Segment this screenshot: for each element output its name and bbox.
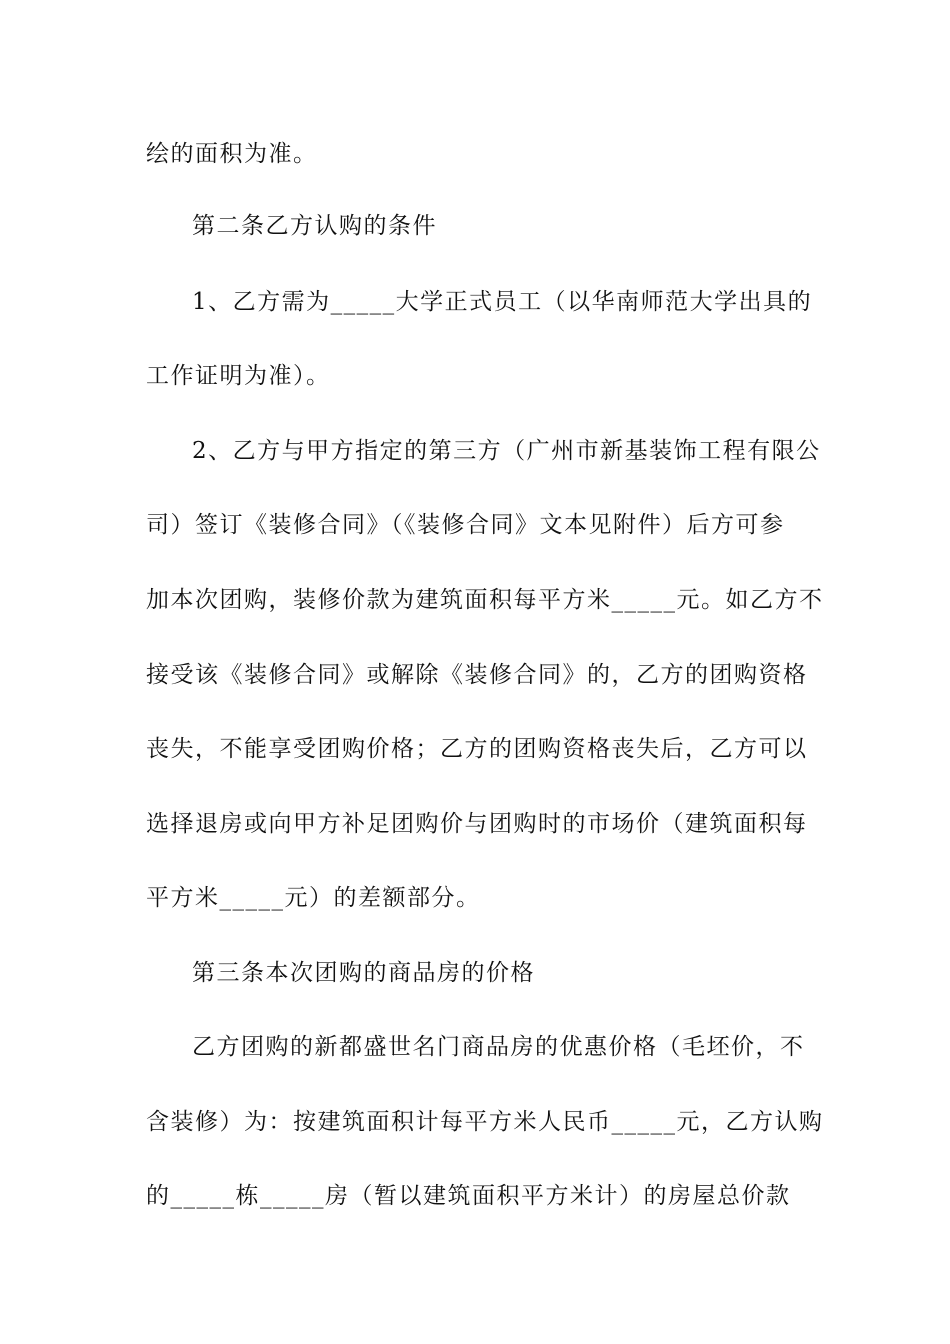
paragraph-line: 司）签订《装修合同》（《装修合同》文本见附件）后方可参 — [146, 512, 785, 538]
paragraph-line: 接受该《装修合同》或解除《装修合同》的，乙方的团购资格 — [146, 662, 808, 688]
paragraph-line: 工作证明为准）。 — [146, 363, 331, 389]
paragraph-line: 丧失，不能享受团购价格；乙方的团购资格丧失后，乙方可以 — [146, 736, 808, 762]
paragraph-line: 平方米_____元）的差额部分。 — [146, 885, 481, 911]
paragraph-line: 含装修）为：按建筑面积计每平方米人民币_____元，乙方认购 — [146, 1109, 824, 1135]
paragraph-line: 2、乙方与甲方指定的第三方（广州市新基装饰工程有限公 — [192, 438, 821, 464]
section-heading-article-2: 第二条乙方认购的条件 — [192, 213, 437, 239]
paragraph-line: 选择退房或向甲方补足团购价与团购时的市场价（建筑面积每 — [146, 811, 808, 837]
paragraph-line: 加本次团购，装修价款为建筑面积每平方米_____元。如乙方不 — [146, 587, 824, 613]
paragraph-line: 乙方团购的新都盛世名门商品房的优惠价格（毛坯价，不 — [192, 1034, 805, 1060]
paragraph-line: 绘的面积为准。 — [146, 141, 318, 167]
paragraph-line: 1、乙方需为_____大学正式员工（以华南师范大学出具的 — [192, 289, 813, 315]
paragraph-line: 的_____栋_____房（暂以建筑面积平方米计）的房屋总价款 — [146, 1183, 791, 1209]
section-heading-article-3: 第三条本次团购的商品房的价格 — [192, 960, 535, 986]
